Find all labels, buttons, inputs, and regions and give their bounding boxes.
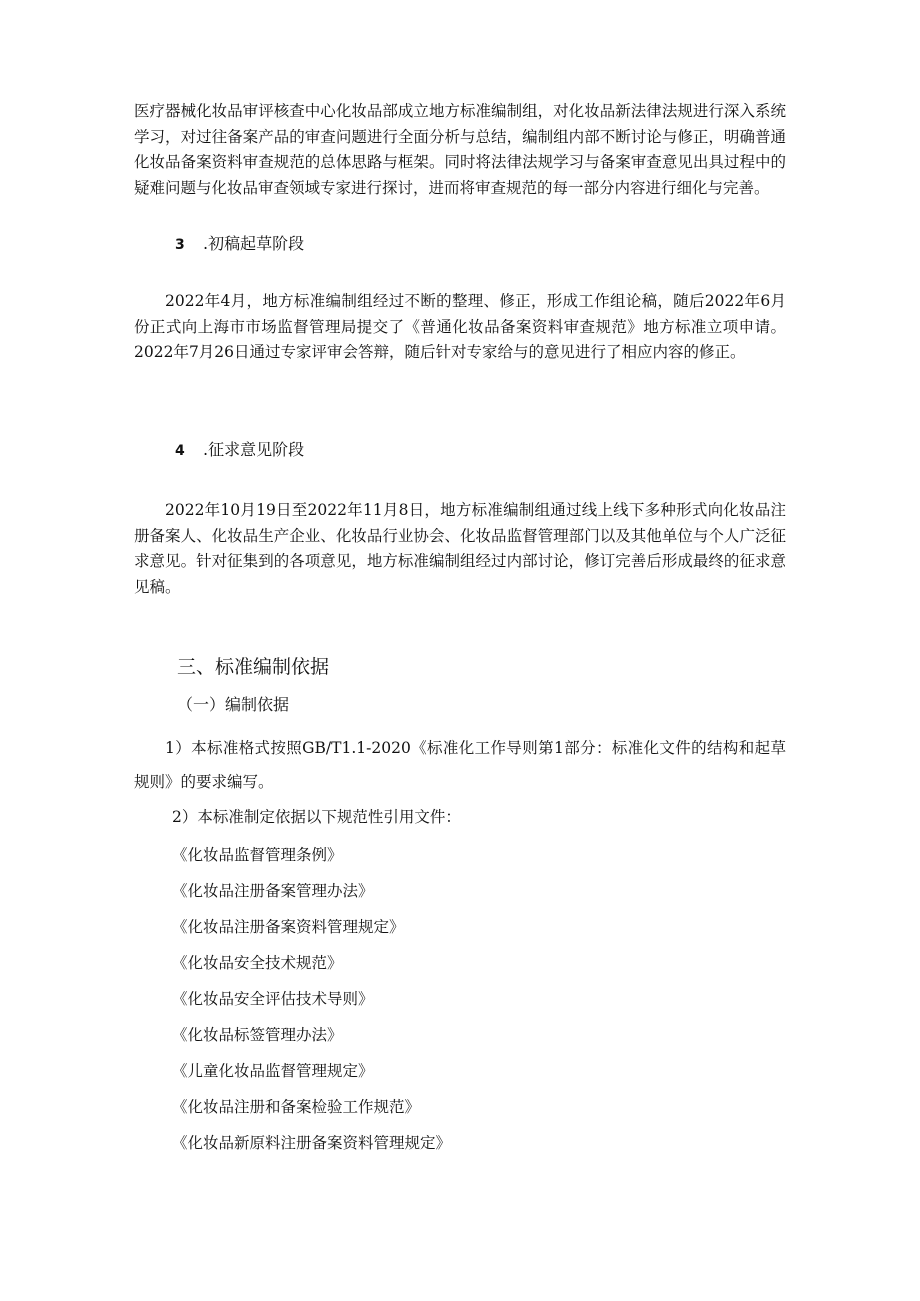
reference-item: 《化妆品注册备案资料管理规定》 [172, 918, 405, 936]
subsection-title: （一）编制依据 [177, 695, 290, 714]
reference-item: 《化妆品注册和备案检验工作规范》 [172, 1098, 421, 1116]
reference-item: 《化妆品新原料注册备案资料管理规定》 [172, 1134, 452, 1152]
reference-item: 《化妆品标签管理办法》 [172, 1026, 343, 1044]
heading-text: .征求意见阶段 [203, 440, 305, 459]
heading-text: .初稿起草阶段 [203, 234, 305, 253]
normative-references-intro: 2）本标准制定依据以下规范性引用文件： [172, 808, 461, 826]
paragraph-compilation-group: 医疗器械化妆品审评核查中心化妆品部成立地方标准编制组，对化妆品新法律法规进行深入系统学习，对过往备案产品的审查问题进行全面分析与总结，编制组内部不断讨论与修正，明确普通化妆品备案资料审查规范的总体思路与框架。同时将法律法规学习与备案审查意见出具过程中的疑难问题与化妆品审查领域专家进行探讨，进而将审查规范的每一部分内容进行细化与完善。 [134, 102, 786, 197]
reference-list [172, 843, 451, 1167]
reference-item: 《化妆品注册备案管理办法》 [172, 882, 374, 900]
section-title: 三、标准编制依据 [177, 656, 330, 678]
reference-item: 《化妆品安全技术规范》 [172, 954, 343, 972]
heading-number: 3 [175, 237, 185, 253]
paragraph-initial-draft: 2022年4月，地方标准编制组经过不断的整理、修正，形成工作组论稿，随后2022年6月份正式向上海市市场监督管理局提交了《普通化妆品备案资料审查规范》地方标准立项申请。2022年7月26日通过专家评审会答辩，随后针对专家给与的意见进行了相应内容的修正。 [134, 292, 786, 362]
reference-item: 《化妆品监督管理条例》 [172, 846, 343, 864]
paragraph-format-basis: 1）本标准格式按照GB/T1.1-2020《标准化工作导则第1部分：标准化文件的结构和起草规则》的要求编写。 [134, 739, 786, 791]
heading-number: 4 [175, 443, 185, 459]
reference-item: 《化妆品安全评估技术导则》 [172, 990, 374, 1008]
heading-initial-draft [175, 232, 304, 257]
reference-item: 《儿童化妆品监督管理规定》 [172, 1062, 374, 1080]
heading-consultation [175, 438, 304, 463]
paragraph-consultation: 2022年10月19日至2022年11月8日，地方标准编制组通过线上线下多种形式向化妆品注册备案人、化妆品生产企业、化妆品行业协会、化妆品监督管理部门以及其他单位与个人广泛征求意见。针对征集到的各项意见，地方标准编制组经过内部讨论，修订完善后形成最终的征求意见稿。 [134, 501, 786, 596]
